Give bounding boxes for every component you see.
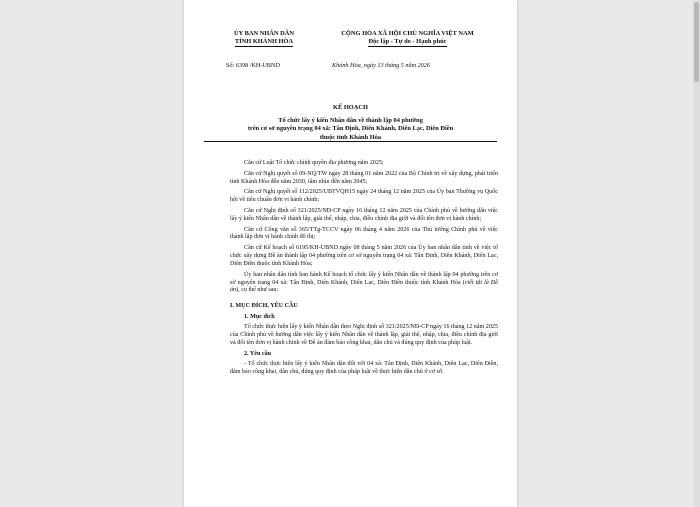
issuer-line1: ỦY BAN NHÂN DÂN [234, 30, 294, 37]
intro-text-italic: viết tắt là Đề án [230, 279, 498, 294]
requirements-text: - Tổ chức thực hiện lấy ý kiến Nhân dân đối với 04 xã: Tân Định, Diên Khánh, Diên Lạc, Diên Điền, đảm bảo công khai, dân chủ, đúng quy định của pháp luật về thực hiện dân chủ ở cơ sở. [230, 360, 498, 375]
national-header [320, 30, 495, 47]
title-line1: Tổ chức lấy ý kiến Nhân dân về thành lập 04 phường [278, 116, 423, 124]
document-body [230, 160, 498, 379]
document-type: KẾ HOẠCH [333, 104, 368, 111]
intro-text-after: ), cụ thể như sau: [236, 287, 279, 294]
issuer-line2: TỈNH KHÁNH HÒA [234, 38, 294, 46]
legal-basis-5: Căn cứ Công văn số 365/TTg-TCCV ngày 06 tháng 4 năm 2026 của Thủ tướng Chính phủ về việc thành lập đơn vị hành chính đô thị; [230, 226, 498, 241]
scrollbar-thumb[interactable] [694, 2, 699, 82]
intro-text-before: Ủy ban nhân dân tỉnh ban hành Kế hoạch tổ chức lấy ý kiến Nhân dân về thành lập 04 phường trên cơ sở nguyên trạng 04 xã: Tân Định, Diên Khánh, Diên Lạc, Diên Điền thuộc tỉnh Khánh Hòa ( [230, 271, 498, 286]
national-motto: Độc lập - Tự do - Hạnh phúc [368, 38, 447, 46]
vertical-scrollbar[interactable] [693, 0, 700, 507]
subsection-requirements: 2. Yêu cầu [244, 350, 272, 357]
subsection-purpose: 1. Mục đích [244, 314, 275, 321]
purpose-text: Tổ chức thực hiện lấy ý kiến Nhân dân theo Nghị định số 321/2025/NĐ-CP ngày 16 tháng 12 năm 2025 của Chính phủ về hướng dẫn việc lấy ý kiến Nhân dân về thành lập, giải thể, nhập, chia, điều chỉnh địa giới và đổi tên đơn vị hành chính về Đề án đảm bảo công khai, dân chủ và đúng quy định của pháp luật. [230, 324, 498, 346]
legal-basis-4: Căn cứ Nghị định số 321/2025/NĐ-CP ngày 16 tháng 12 năm 2025 của Chính phủ về hướng dẫn việc lấy ý kiến Nhân dân về thành lập, giải thể, nhập, chia, điều chỉnh địa giới và đổi tên đơn vị hành chính; [230, 207, 498, 222]
legal-basis-1: Căn cứ Luật Tổ chức chính quyền địa phương năm 2025; [244, 160, 384, 166]
document-number: Số: 6398 /KH-UBND [226, 62, 280, 69]
legal-basis-2: Căn cứ Nghị quyết số 09-NQ/TW ngày 28 tháng 01 năm 2022 của Bộ Chính trị về xây dựng, phát triển tỉnh Khánh Hòa đến năm 2030, tầm nhìn đến năm 2045; [230, 170, 498, 185]
section-heading-1: I. MỤC ĐÍCH, YÊU CẦU [230, 303, 298, 310]
place-date: Khánh Hòa, ngày 13 tháng 5 năm 2026 [332, 62, 430, 69]
title-line2: trên cơ sở nguyên trạng 04 xã: Tân Định, Diên Khánh, Diên Lạc, Diên Điền [247, 125, 454, 133]
national-title: CỘNG HÒA XÃ HỘI CHỦ NGHĨA VIỆT NAM [341, 30, 474, 37]
issuer-header [214, 30, 314, 47]
title-line3: thuộc tỉnh Khánh Hòa [204, 134, 497, 143]
document-page [184, 0, 517, 507]
legal-basis-3: Căn cứ Nghị quyết số 112/2025/UBTVQH15 ngày 24 tháng 12 năm 2025 của Ủy ban Thường vụ Quốc hội về tiêu chuẩn đơn vị hành chính; [230, 189, 498, 204]
legal-basis-6: Căn cứ Kế hoạch số 6195/KH-UBND ngày 08 tháng 5 năm 2026 của Ủy ban nhân dân tỉnh về việc tổ chức xây dựng Đề án thành lập 04 phường trên cơ sở nguyên trạng 04 xã: Tân Định, Diên Khánh, Diên Lạc, Diên Điền thuộc tỉnh Khánh Hòa; [230, 245, 498, 267]
document-title [204, 104, 497, 142]
intro-paragraph [230, 272, 498, 296]
